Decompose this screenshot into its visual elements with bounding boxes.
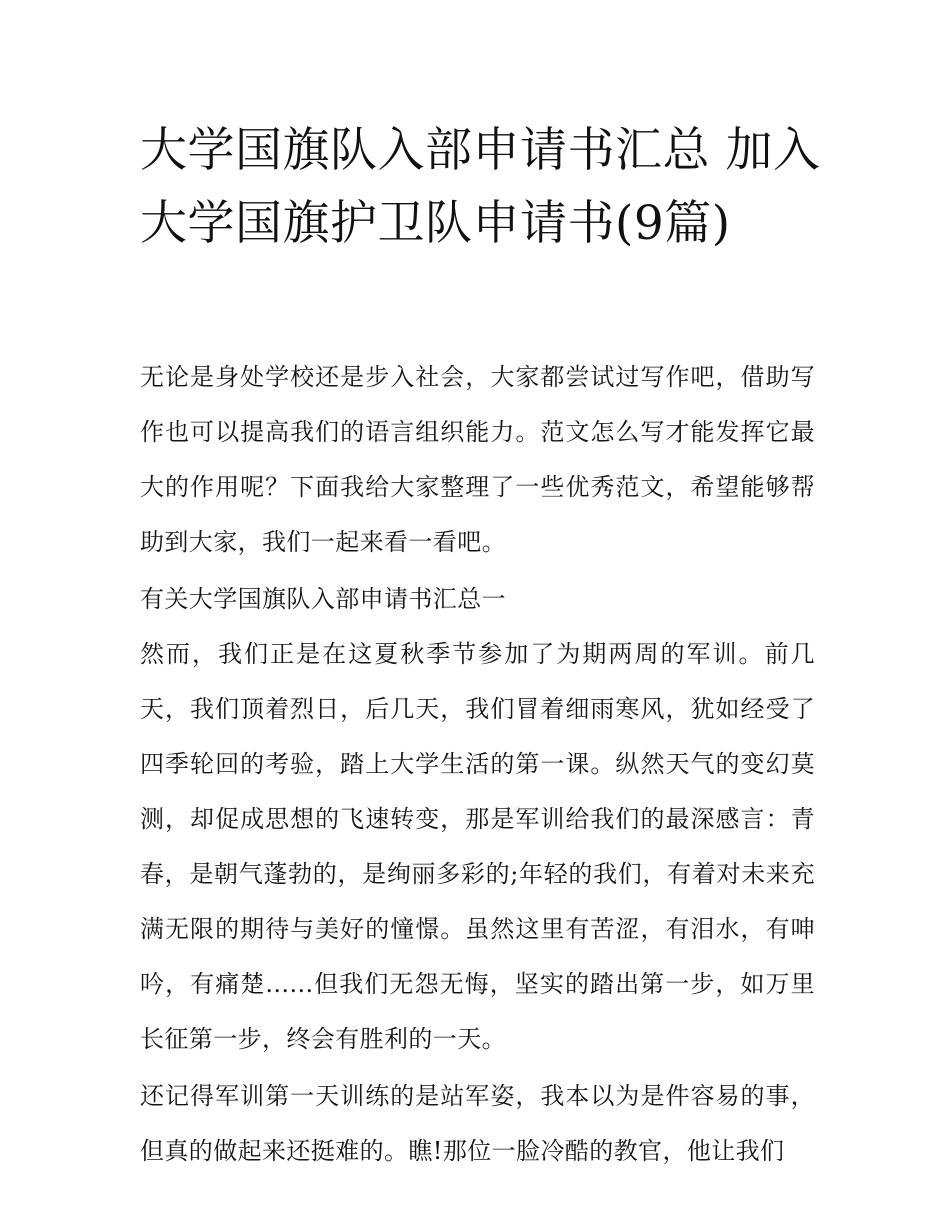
section-heading: 有关大学国旗队入部申请书汇总一 <box>140 585 506 613</box>
body-paragraph: 还记得军训第一天训练的是站军姿，我本以为是件容易的事，但真的做起来还挺难的。瞧!那位一脸冷酷的教官，他让我们 <box>140 1082 815 1165</box>
body-paragraph: 然而，我们正是在这夏秋季节参加了为期两周的军训。前几天，我们顶着烈日，后几天，我们冒着细雨寒风，犹如经受了四季轮回的考验，踏上大学生活的第一课。纵然天气的变幻莫测，却促成思想的飞速转变，那是军训给我们的最深感言：青春，是朝气蓬勃的，是绚丽多彩的;年轻的我们，有着对未来充满无限的期待与美好的憧憬。虽然这里有苦涩，有泪水，有呻吟，有痛楚......但我们无怨无悔，坚实的踏出第一步，如万里长征第一步，终会有胜利的一天。 <box>140 640 815 1053</box>
document-body <box>140 350 815 1179</box>
document-title: 大学国旗队入部申请书汇总 加入大学国旗护卫队申请书(9篇) <box>140 123 821 251</box>
intro-paragraph: 无论是身处学校还是步入社会，大家都尝试过写作吧，借助写作也可以提高我们的语言组织能力。范文怎么写才能发挥它最大的作用呢？下面我给大家整理了一些优秀范文，希望能够帮助到大家，我们一起来看一看吧。 <box>140 363 815 556</box>
